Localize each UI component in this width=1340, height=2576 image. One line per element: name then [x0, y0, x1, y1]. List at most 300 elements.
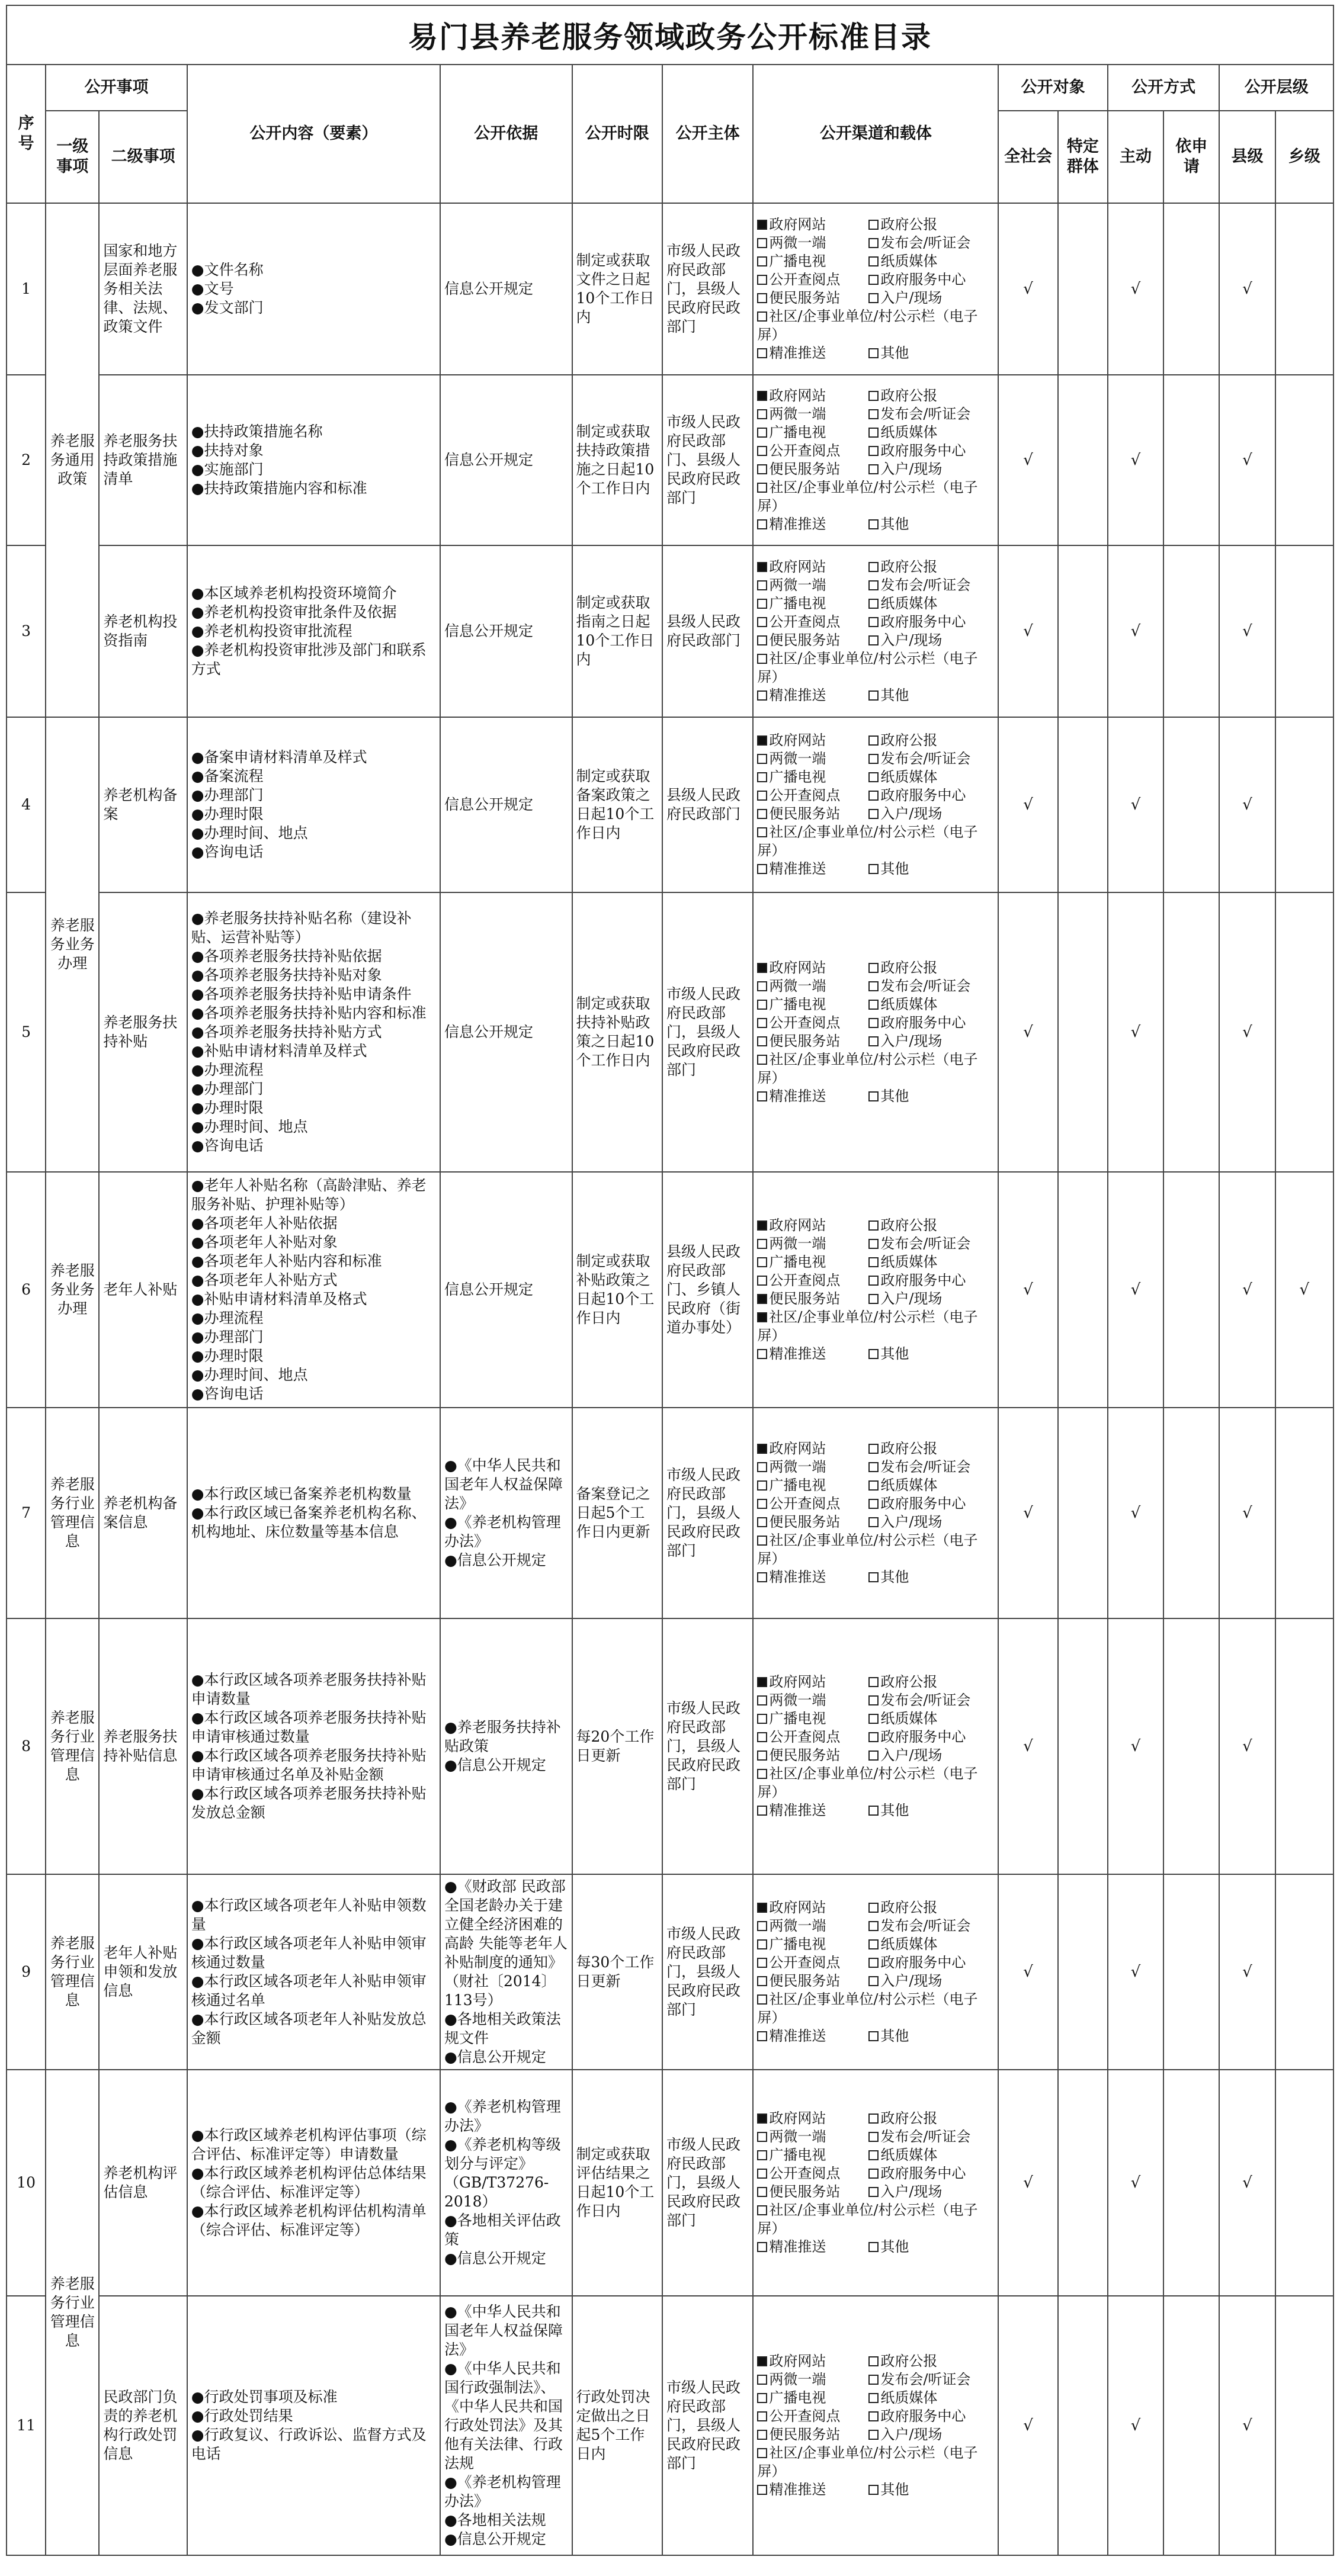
channel-option[interactable] — [757, 2481, 868, 2499]
checkbox[interactable] — [868, 864, 879, 874]
checkbox[interactable] — [868, 599, 879, 609]
channel-option[interactable] — [757, 805, 868, 823]
checkbox[interactable] — [757, 2485, 767, 2495]
channel-option[interactable] — [757, 2444, 987, 2481]
channel-option[interactable] — [868, 1345, 987, 1363]
channel-option[interactable] — [757, 1691, 868, 1710]
channel-option[interactable] — [868, 1899, 987, 1917]
channel-option[interactable] — [868, 2352, 987, 2371]
checkbox[interactable] — [757, 981, 767, 991]
channel-option[interactable] — [868, 768, 987, 786]
checkbox[interactable] — [757, 1018, 767, 1028]
checkbox[interactable] — [868, 1220, 879, 1231]
channel-option[interactable] — [868, 805, 987, 823]
channel-option[interactable] — [868, 2164, 987, 2183]
channel-option[interactable] — [868, 860, 987, 878]
checkbox[interactable] — [757, 2393, 767, 2403]
checkbox[interactable] — [757, 2169, 767, 2179]
channel-option[interactable] — [868, 750, 987, 768]
checkbox[interactable] — [757, 1055, 767, 1065]
channel-option[interactable] — [757, 2109, 868, 2128]
checkbox[interactable] — [757, 1000, 767, 1010]
checkbox[interactable] — [868, 1903, 879, 1913]
checkbox[interactable] — [757, 1220, 767, 1231]
channel-option[interactable] — [757, 1899, 868, 1917]
checkbox[interactable] — [757, 1976, 767, 1986]
channel-option[interactable] — [868, 1935, 987, 1954]
checkbox[interactable] — [757, 2448, 767, 2458]
checkbox[interactable] — [757, 2242, 767, 2252]
channel-option[interactable] — [757, 1673, 868, 1691]
checkbox[interactable] — [757, 1806, 767, 1816]
checkbox[interactable] — [868, 1750, 879, 1761]
channel-option[interactable] — [757, 1531, 987, 1568]
channel-option[interactable] — [757, 2128, 868, 2146]
channel-option[interactable] — [757, 460, 868, 478]
channel-option[interactable] — [757, 995, 868, 1014]
checkbox[interactable] — [868, 2375, 879, 2385]
checkbox[interactable] — [757, 1714, 767, 1724]
checkbox[interactable] — [868, 220, 879, 230]
checkbox[interactable] — [757, 963, 767, 973]
channel-option[interactable] — [757, 613, 868, 631]
checkbox[interactable] — [757, 1769, 767, 1779]
checkbox[interactable] — [868, 1480, 879, 1491]
checkbox[interactable] — [757, 446, 767, 456]
checkbox[interactable] — [757, 1091, 767, 1101]
checkbox[interactable] — [868, 2430, 879, 2440]
checkbox[interactable] — [868, 1677, 879, 1687]
channel-option[interactable] — [868, 1458, 987, 1476]
checkbox[interactable] — [757, 864, 767, 874]
row-target-specific — [1058, 1874, 1108, 2070]
checkbox[interactable] — [757, 2430, 767, 2440]
checkbox[interactable] — [757, 1750, 767, 1761]
checkbox[interactable] — [868, 2485, 879, 2495]
checkbox[interactable] — [868, 446, 879, 456]
channel-option[interactable] — [868, 613, 987, 631]
checkbox[interactable] — [868, 1239, 879, 1249]
channel-option[interactable] — [868, 1014, 987, 1032]
channel-option[interactable] — [757, 959, 868, 977]
channel-option[interactable] — [868, 2407, 987, 2426]
checkbox[interactable] — [868, 2150, 879, 2160]
checkbox[interactable] — [868, 238, 879, 248]
checkbox[interactable] — [868, 409, 879, 419]
channel-option[interactable] — [868, 271, 987, 289]
checkbox[interactable] — [868, 580, 879, 590]
channel-option[interactable] — [868, 1495, 987, 1513]
checkbox[interactable] — [868, 1444, 879, 1454]
checkbox[interactable] — [757, 1903, 767, 1913]
channel-option[interactable] — [868, 2109, 987, 2128]
checkbox[interactable] — [757, 654, 767, 664]
checkbox[interactable] — [757, 1499, 767, 1509]
channel-option[interactable] — [757, 768, 868, 786]
checkbox[interactable] — [757, 809, 767, 819]
channel-option[interactable] — [757, 2426, 868, 2444]
channel-option[interactable] — [757, 1801, 868, 1820]
channel-option[interactable] — [868, 405, 987, 423]
channel-option[interactable] — [757, 860, 868, 878]
checkbox[interactable] — [868, 428, 879, 438]
checkbox[interactable] — [868, 1714, 879, 1724]
checkbox[interactable] — [868, 1939, 879, 1949]
checkbox[interactable] — [868, 293, 879, 303]
checkbox[interactable] — [757, 562, 767, 572]
checkbox[interactable] — [868, 1572, 879, 1582]
checkbox[interactable] — [757, 1036, 767, 1046]
channel-option[interactable] — [868, 2426, 987, 2444]
channel-option[interactable] — [757, 1308, 987, 1345]
checkbox[interactable] — [868, 1517, 879, 1527]
checkbox[interactable] — [868, 2187, 879, 2197]
row-target-all — [998, 545, 1057, 717]
channel-option[interactable] — [868, 1476, 987, 1495]
channel-option[interactable] — [868, 1271, 987, 1290]
checkbox[interactable] — [757, 599, 767, 609]
channel-option[interactable] — [868, 344, 987, 362]
channel-label: 入户/现场 — [880, 2183, 943, 2200]
checkbox[interactable] — [757, 2031, 767, 2041]
row-subject: 市级人民政府民政部门，县级人民政府民政部门 — [662, 2070, 753, 2296]
checkbox[interactable] — [757, 1677, 767, 1687]
channel-option[interactable] — [868, 595, 987, 613]
channel-option[interactable] — [868, 959, 987, 977]
checkbox[interactable] — [868, 1806, 879, 1816]
channel-option[interactable] — [868, 1917, 987, 1935]
checkbox[interactable] — [868, 1462, 879, 1472]
checkbox[interactable] — [757, 2411, 767, 2421]
channel-option[interactable] — [868, 2146, 987, 2164]
checkbox[interactable] — [757, 635, 767, 645]
checkbox[interactable] — [757, 690, 767, 701]
checkbox[interactable] — [757, 348, 767, 358]
channel-option[interactable] — [757, 1476, 868, 1495]
checkbox[interactable] — [868, 1958, 879, 1968]
checkbox[interactable] — [757, 1276, 767, 1286]
channel-option[interactable] — [868, 1290, 987, 1308]
channel-option[interactable] — [868, 1087, 987, 1106]
checkbox[interactable] — [868, 1036, 879, 1046]
channel-option[interactable] — [757, 631, 868, 650]
channel-option[interactable] — [757, 686, 868, 705]
checkbox[interactable] — [868, 391, 879, 401]
channel-option[interactable] — [868, 2389, 987, 2407]
checkbox[interactable] — [868, 1499, 879, 1509]
channel-label: 入户/现场 — [880, 1290, 943, 1307]
channel-option[interactable] — [757, 1087, 868, 1106]
checkbox[interactable] — [757, 409, 767, 419]
channel-option[interactable] — [868, 1216, 987, 1235]
checkbox[interactable] — [757, 1572, 767, 1582]
channel-option[interactable] — [757, 289, 868, 307]
channel-option[interactable] — [757, 1290, 868, 1308]
checkbox[interactable] — [757, 2205, 767, 2215]
channel-option[interactable] — [868, 576, 987, 595]
checkbox[interactable] — [757, 791, 767, 801]
channel-option[interactable] — [868, 1710, 987, 1728]
checkbox[interactable] — [868, 1294, 879, 1304]
channel-option[interactable] — [868, 1801, 987, 1820]
checkbox[interactable] — [868, 1976, 879, 1986]
checkbox[interactable] — [868, 809, 879, 819]
channel-option[interactable] — [868, 423, 987, 442]
channel-option[interactable] — [757, 2027, 868, 2045]
channel-option[interactable] — [757, 2201, 987, 2238]
checkbox[interactable] — [757, 1462, 767, 1472]
check-mark: √ — [1242, 2417, 1252, 2434]
channel-option[interactable] — [757, 2164, 868, 2183]
checkbox[interactable] — [868, 1257, 879, 1267]
channel-label: 便民服务站 — [769, 2426, 841, 2443]
checkbox[interactable] — [868, 519, 879, 529]
channel-option[interactable] — [757, 1746, 868, 1765]
channel-option[interactable] — [868, 558, 987, 576]
checkbox[interactable] — [757, 580, 767, 590]
channel-option[interactable] — [757, 2352, 868, 2371]
checkbox[interactable] — [868, 275, 879, 285]
channel-option[interactable] — [868, 2481, 987, 2499]
checkbox[interactable] — [757, 220, 767, 230]
checkbox[interactable] — [757, 1294, 767, 1304]
channel-option[interactable] — [757, 2183, 868, 2201]
channel-option[interactable] — [757, 823, 987, 860]
channel-option[interactable] — [757, 576, 868, 595]
channel-option[interactable] — [757, 1728, 868, 1746]
checkbox[interactable] — [868, 617, 879, 627]
channel-option[interactable] — [868, 1513, 987, 1531]
channel-option[interactable] — [868, 252, 987, 271]
checkbox[interactable] — [868, 256, 879, 266]
channel-option[interactable] — [868, 515, 987, 534]
channel-option[interactable] — [757, 1014, 868, 1032]
checkbox[interactable] — [757, 1312, 767, 1322]
checkbox[interactable] — [868, 1732, 879, 1742]
checkbox[interactable] — [757, 256, 767, 266]
channel-label: 纸质媒体 — [880, 2147, 938, 2163]
channel-option[interactable] — [868, 289, 987, 307]
checkbox[interactable] — [757, 275, 767, 285]
checkbox[interactable] — [757, 617, 767, 627]
checkbox[interactable] — [868, 2242, 879, 2252]
channel-option[interactable] — [868, 442, 987, 460]
checkbox[interactable] — [868, 464, 879, 474]
channel-option[interactable] — [868, 2238, 987, 2256]
checkbox[interactable] — [868, 1276, 879, 1286]
checkbox[interactable] — [757, 772, 767, 782]
content-item: ●办理时间、地点 — [191, 824, 308, 841]
channel-option[interactable] — [757, 558, 868, 576]
checkbox[interactable] — [868, 690, 879, 701]
checkbox[interactable] — [757, 1958, 767, 1968]
channel-option[interactable] — [868, 1673, 987, 1691]
checkbox[interactable] — [757, 1536, 767, 1546]
channel-option[interactable] — [868, 977, 987, 995]
checkbox[interactable] — [868, 2393, 879, 2403]
channel-option[interactable] — [757, 977, 868, 995]
channel-option[interactable] — [757, 1990, 987, 2027]
channel-option[interactable] — [868, 2027, 987, 2045]
channel-option[interactable] — [757, 1051, 987, 1087]
checkbox[interactable] — [757, 428, 767, 438]
checkbox[interactable] — [757, 519, 767, 529]
channel-option[interactable] — [757, 786, 868, 805]
channel-option[interactable] — [757, 2238, 868, 2256]
checkbox[interactable] — [868, 2356, 879, 2366]
checkbox[interactable] — [868, 2031, 879, 2041]
checkbox[interactable] — [868, 735, 879, 746]
checkbox[interactable] — [868, 1000, 879, 1010]
channel-option[interactable] — [868, 1972, 987, 1990]
channel-label: 两微一端 — [769, 406, 826, 422]
channel-option[interactable] — [868, 1253, 987, 1271]
checkbox[interactable] — [868, 562, 879, 572]
channel-option[interactable] — [868, 1746, 987, 1765]
channel-option[interactable] — [757, 1032, 868, 1051]
channel-option[interactable] — [757, 1495, 868, 1513]
channel-option[interactable] — [757, 307, 987, 344]
channel-option[interactable] — [757, 2389, 868, 2407]
checkbox[interactable] — [757, 2187, 767, 2197]
channel-option[interactable] — [757, 234, 868, 252]
channel-option[interactable] — [757, 650, 987, 686]
channel-option[interactable] — [868, 460, 987, 478]
channel-option[interactable] — [868, 1728, 987, 1746]
channel-option[interactable] — [757, 344, 868, 362]
checkbox[interactable] — [757, 1732, 767, 1742]
channel-option[interactable] — [757, 595, 868, 613]
channel-option[interactable] — [868, 2128, 987, 2146]
channel-option[interactable] — [868, 786, 987, 805]
checkbox[interactable] — [868, 2411, 879, 2421]
channel-option[interactable] — [757, 1972, 868, 1990]
channel-option[interactable] — [757, 1917, 868, 1935]
channel-label: 其他 — [880, 1569, 909, 1585]
checkbox[interactable] — [868, 772, 879, 782]
channel-option[interactable] — [757, 271, 868, 289]
channel-option[interactable] — [757, 1568, 868, 1586]
channel-option[interactable] — [868, 631, 987, 650]
content-item: ●各项老年人补贴依据 — [191, 1215, 338, 1232]
checkbox[interactable] — [757, 2356, 767, 2366]
checkbox[interactable] — [757, 2375, 767, 2385]
channel-option[interactable] — [757, 478, 987, 515]
channel-option[interactable] — [868, 1235, 987, 1253]
channel-option[interactable] — [868, 995, 987, 1014]
channel-option[interactable] — [868, 387, 987, 405]
checkbox[interactable] — [757, 1444, 767, 1454]
checkbox[interactable] — [757, 464, 767, 474]
channel-option[interactable] — [757, 1513, 868, 1531]
channel-option[interactable] — [757, 750, 868, 768]
checkbox[interactable] — [757, 735, 767, 746]
checkbox[interactable] — [757, 311, 767, 322]
channel-option[interactable] — [868, 686, 987, 705]
channel-option[interactable] — [757, 1935, 868, 1954]
checkbox[interactable] — [868, 2132, 879, 2142]
checkbox[interactable] — [868, 1349, 879, 1359]
channel-option[interactable] — [757, 1253, 868, 1271]
checkbox[interactable] — [868, 981, 879, 991]
checkbox[interactable] — [757, 2132, 767, 2142]
checkbox[interactable] — [868, 1695, 879, 1705]
channel-option[interactable] — [757, 252, 868, 271]
channel-option[interactable] — [757, 423, 868, 442]
checkbox[interactable] — [757, 1480, 767, 1491]
checkbox[interactable] — [757, 2150, 767, 2160]
checkbox[interactable] — [757, 1939, 767, 1949]
channel-option[interactable] — [757, 1458, 868, 1476]
channel-option[interactable] — [757, 1765, 987, 1801]
channel-option[interactable] — [868, 1954, 987, 1972]
channel-option[interactable] — [757, 1710, 868, 1728]
channel-option[interactable] — [757, 2371, 868, 2389]
channel-label: 广播电视 — [769, 2147, 826, 2163]
checkbox[interactable] — [757, 1517, 767, 1527]
channel-option[interactable] — [868, 1691, 987, 1710]
checkbox[interactable] — [868, 1921, 879, 1931]
channel-option[interactable] — [757, 1954, 868, 1972]
checkbox[interactable] — [868, 1091, 879, 1101]
channel-option[interactable] — [757, 1271, 868, 1290]
checkbox[interactable] — [757, 827, 767, 837]
channel-option[interactable] — [757, 2407, 868, 2426]
checkbox[interactable] — [868, 348, 879, 358]
channel-option[interactable] — [868, 1568, 987, 1586]
checkbox[interactable] — [757, 1994, 767, 2005]
checkbox[interactable] — [757, 293, 767, 303]
channel-option[interactable] — [757, 515, 868, 534]
checkbox[interactable] — [757, 1695, 767, 1705]
checkbox[interactable] — [757, 2114, 767, 2124]
channel-option[interactable] — [757, 731, 868, 750]
checkbox[interactable] — [757, 1239, 767, 1249]
channel-option[interactable] — [757, 216, 868, 234]
checkbox[interactable] — [868, 963, 879, 973]
channel-option[interactable] — [757, 1440, 868, 1458]
channel-option[interactable] — [868, 216, 987, 234]
checkbox[interactable] — [868, 1018, 879, 1028]
checkbox[interactable] — [757, 1257, 767, 1267]
channel-option[interactable] — [868, 2183, 987, 2201]
channel-option[interactable] — [868, 234, 987, 252]
checkbox[interactable] — [868, 635, 879, 645]
channel-option[interactable] — [757, 442, 868, 460]
channel-option[interactable] — [757, 1345, 868, 1363]
checkbox[interactable] — [757, 1921, 767, 1931]
checkbox[interactable] — [757, 483, 767, 493]
checkbox[interactable] — [757, 391, 767, 401]
channel-option[interactable] — [868, 731, 987, 750]
channel-option[interactable] — [757, 387, 868, 405]
checkbox[interactable] — [868, 754, 879, 764]
checkbox[interactable] — [757, 1349, 767, 1359]
channel-option[interactable] — [868, 1440, 987, 1458]
channel-option[interactable] — [868, 1032, 987, 1051]
checkbox[interactable] — [757, 754, 767, 764]
channel-option[interactable] — [757, 405, 868, 423]
checkbox[interactable] — [868, 2114, 879, 2124]
check-mark: √ — [1130, 280, 1141, 298]
channel-option[interactable] — [757, 2146, 868, 2164]
checkbox[interactable] — [868, 2169, 879, 2179]
checkbox[interactable] — [757, 238, 767, 248]
checkbox[interactable] — [868, 791, 879, 801]
channel-option[interactable] — [757, 1216, 868, 1235]
channel-option[interactable] — [757, 1235, 868, 1253]
channel-option[interactable] — [868, 2371, 987, 2389]
